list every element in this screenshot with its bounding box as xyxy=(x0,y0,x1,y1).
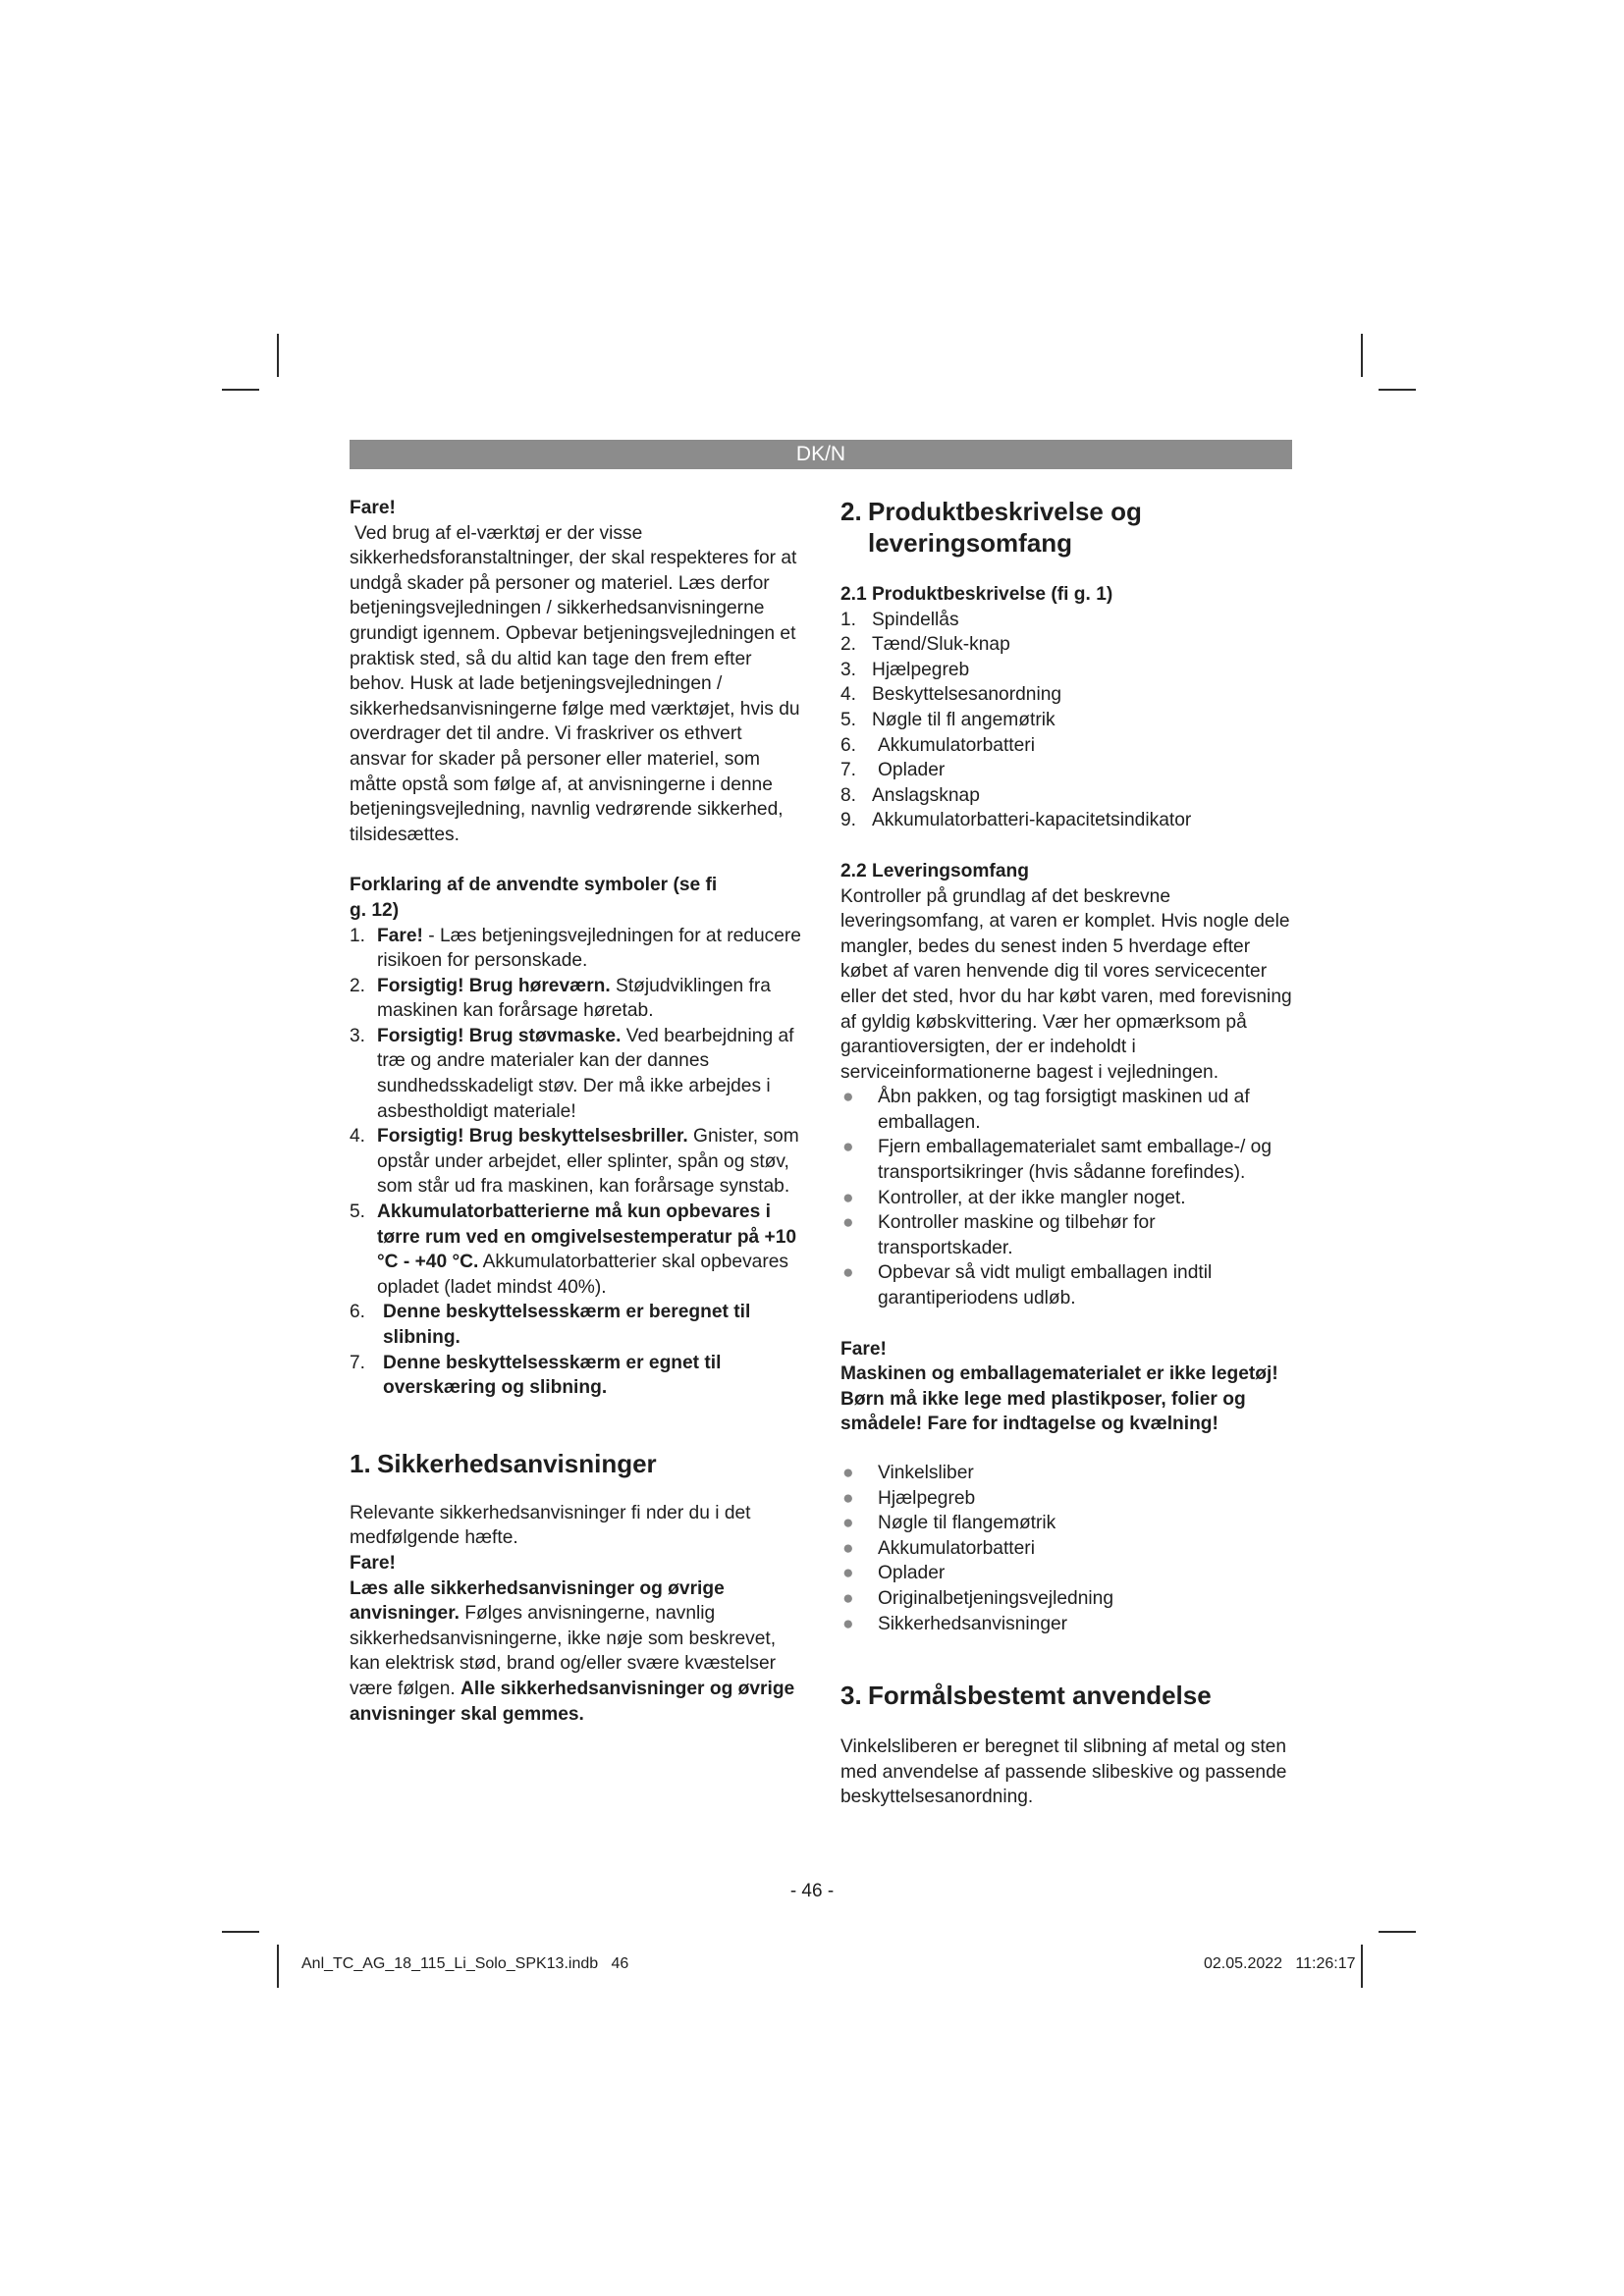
footer-file-name: Anl_TC_AG_18_115_Li_Solo_SPK13.indb 46 xyxy=(301,1955,629,1972)
packaging-warning-text: Maskinen og emballagematerialet er ikke legetøj! Børn må ikke lege med plastikposer, folier og smådele! Fare for indtagelse og kvælning! xyxy=(840,1363,1278,1435)
crop-mark xyxy=(222,1931,259,1933)
intro-warning-text: Ved brug af el-værktøj er der visse sikkerhedsforanstaltninger, der skal respekteres for at undgå skader på personer og materiel. Læs derfor betjeningsvejledningen / sikkerhedsanvisningerne grundigt igennem. Opbevar betjeningsvejledningen et praktisk sted, så du altid kan tage den frem efter behov. Husk at lade betjeningsvejledningen / sikkerhedsanvisningerne følge med værktøjet, hvis du overdrager det til andre. Vi fraskriver os ethvert ansvar for skader på personer eller materiel, som måtte opstå som følge af, at anvisningerne i denne betjeningsvejledning, navnlig vedrørende sikkerhed, tilsidesættes. xyxy=(350,522,800,845)
list-item: 6. Denne beskyttelsesskærm er beregnet til slibning. xyxy=(350,1302,751,1348)
list-item: ● Akkumulatorbatteri xyxy=(840,1536,1292,1562)
bullet-icon: ● xyxy=(842,1463,854,1483)
list-item: 9. Akkumulatorbatteri-kapacitetsindikator xyxy=(840,810,1192,831)
list-item: 5. Nøgle til fl angemøtrik xyxy=(840,709,1056,730)
list-item: ● Fjern emballagematerialet samt emballage-/ og transportsikringer (hvis sådanne forefindes). xyxy=(842,1137,1272,1184)
section-3-heading: 3. Formålsbestemt anvendelse xyxy=(840,1681,1212,1711)
list-item: 1. Fare! - Læs betjeningsvejledningen for at reducere risikoen for personskade. xyxy=(350,925,801,972)
intro-warning-title: Fare! xyxy=(350,498,396,518)
list-item: ● Oplader xyxy=(840,1561,1292,1586)
language-label: DK/N xyxy=(795,443,846,465)
list-item: 2. Forsigtig! Brug høreværn. Støjudviklingen fra maskinen kan forårsage høretab. xyxy=(350,975,771,1022)
section-1-text: Relevante sikkerhedsanvisninger fi nder du i det medfølgende hæfte. xyxy=(350,1502,751,1549)
list-item: ● Sikkerhedsanvisninger xyxy=(840,1612,1292,1637)
bullet-icon: ● xyxy=(842,1537,854,1559)
list-item: 6. Akkumulatorbatteri xyxy=(840,734,1035,756)
section-2-heading: 2. Produktbeskrivelse og leveringsomfang xyxy=(840,497,1142,558)
packaging-warning-title: Fare! xyxy=(840,1338,887,1360)
footer-date: 02.05.2022 11:26:17 xyxy=(1204,1955,1356,1972)
list-item: 4. Beskyttelsesanordning xyxy=(840,684,1062,706)
section-2-1-heading: 2.1 Produktbeskrivelse (fi g. 1) xyxy=(840,584,1113,605)
bullet-icon: ● xyxy=(842,1262,854,1284)
list-item: 4. Forsigtig! Brug beskyttelsesbriller. Gnister, som opstår under arbejdet, eller splinter, spån og støv, som står ud fra maskinen, kan forårsage synstab. xyxy=(350,1126,799,1198)
delivery-list xyxy=(840,1461,1292,1636)
crop-mark xyxy=(1379,389,1416,391)
bullet-icon: ● xyxy=(842,1513,854,1534)
bullet-icon: ● xyxy=(842,1137,854,1158)
section-2-2-text: Kontroller på grundlag af det beskrevne leveringsomfang, at varen er komplet. Hvis nogle dele mangler, bedes du senest inden 5 hverdage efter købet af varen henvende dig til vores servicecenter eller det sted, hvor du har købt varen, med forevisning af gyldig købskvittering. Vær her opmærksom på garantioversigten, der er indeholdt i serviceinformationerne bagest i vejledningen. xyxy=(840,885,1292,1083)
list-item: 3. Forsigtig! Brug støvmaske. Ved bearbejdning af træ og andre materialer kan der dannes sundhedsskadeligt støv. Der må ikke arbejdes i asbestholdigt materiale! xyxy=(350,1025,794,1122)
list-item: ● Originalbetjeningsvejledning xyxy=(840,1586,1292,1612)
unpacking-list xyxy=(840,1085,1292,1310)
crop-mark xyxy=(1361,334,1363,377)
language-header-bar xyxy=(350,440,1292,469)
list-item: ● Vinkelsliber xyxy=(840,1461,1292,1486)
list-item: ● Nøgle til flangemøtrik xyxy=(840,1511,1292,1536)
bullet-icon: ● xyxy=(842,1187,854,1208)
bullet-icon: ● xyxy=(842,1487,854,1509)
list-item: 5. Akkumulatorbatterierne må kun opbevares i tørre rum ved en omgivelsestemperatur på +10 °C - +40 °C. Akkumulatorbatterier skal opbevares opladet (ladet mindst 40%). xyxy=(350,1201,797,1298)
section-1-heading: 1. Sikkerhedsanvisninger xyxy=(350,1448,657,1478)
list-item: ● Åbn pakken, og tag forsigtigt maskinen ud af emballagen. xyxy=(842,1087,1250,1133)
section-2-2-heading: 2.2 Leveringsomfang xyxy=(840,860,1029,881)
crop-mark xyxy=(1361,1945,1363,1988)
list-item: 7. Denne beskyttelsesskærm er egnet til overskæring og slibning. xyxy=(350,1352,722,1399)
section-1-warning-text: Læs alle sikkerhedsanvisninger og øvrige anvisninger. Følges anvisningerne, navnlig sikkerhedsanvisningerne, ikke nøje som beskrevet, kan elektrisk stød, brand og/eller svære kvæstelser være følgen. Alle sikkerhedsanvisninger og øvrige anvisninger skal gemmes. xyxy=(350,1577,795,1725)
list-item: 3. Hjælpegreb xyxy=(840,659,970,680)
bullet-icon: ● xyxy=(842,1087,854,1108)
page-number: - 46 - xyxy=(789,1881,835,1901)
bullet-icon: ● xyxy=(842,1563,854,1584)
crop-mark xyxy=(1379,1931,1416,1933)
crop-mark xyxy=(277,334,279,377)
list-item: 2. Tænd/Sluk-knap xyxy=(840,634,1010,656)
section-1-warning-title: Fare! xyxy=(350,1552,396,1574)
list-item: ● Kontroller maskine og tilbehør for transportskader. xyxy=(842,1212,1156,1258)
right-column xyxy=(840,496,1292,1810)
symbols-list xyxy=(350,924,801,1401)
list-item: 1. Spindellås xyxy=(840,609,959,630)
list-item: ● Opbevar så vidt muligt emballagen indtil garantiperiodens udløb. xyxy=(842,1262,1213,1309)
left-column xyxy=(350,496,801,1727)
parts-list xyxy=(840,608,1292,833)
crop-mark xyxy=(277,1945,279,1988)
section-3-text: Vinkelsliberen er beregnet til slibning af metal og sten med anvendelse af passende slibeskive og passende beskyttelsesanordning. xyxy=(840,1736,1287,1808)
bullet-icon: ● xyxy=(842,1212,854,1234)
bullet-icon: ● xyxy=(842,1587,854,1609)
bullet-icon: ● xyxy=(842,1613,854,1634)
list-item: 7. Oplader xyxy=(840,760,946,781)
list-item: ● Kontroller, at der ikke mangler noget. xyxy=(840,1186,1292,1211)
list-item: ● Hjælpegreb xyxy=(840,1486,1292,1512)
list-item: 8. Anslagsknap xyxy=(840,784,980,806)
symbols-title: Forklaring af de anvendte symboler (se fi g. 12) xyxy=(350,875,718,921)
crop-mark xyxy=(222,389,259,391)
